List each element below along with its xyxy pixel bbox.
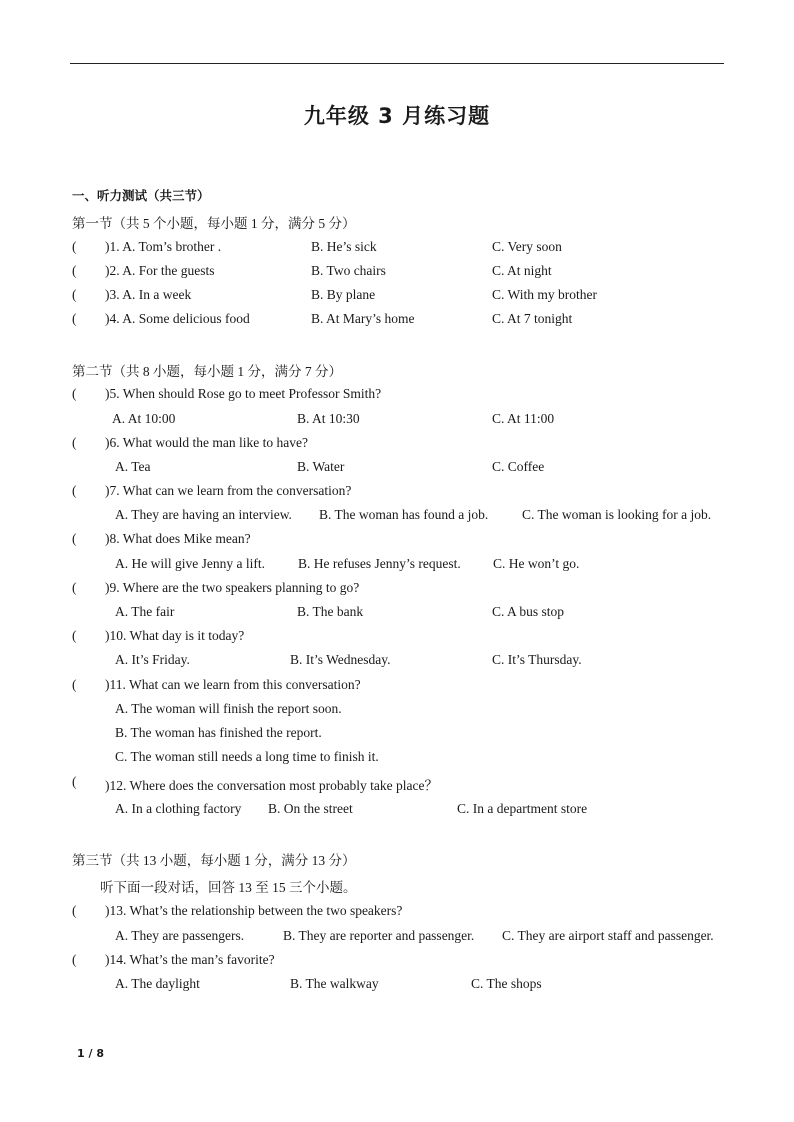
- header-rule: [70, 63, 724, 64]
- question-text: )5. When should Rose go to meet Professor Smith?: [105, 386, 382, 401]
- answer-blank: (: [72, 677, 77, 692]
- question-text: )1. A. Tom’s brother .: [105, 239, 222, 254]
- option-c: C. The shops: [471, 976, 542, 991]
- answer-blank: (: [72, 483, 77, 498]
- sec3-intro: 听下面一段对话，回答 13 至 15 三个小题。: [100, 880, 357, 895]
- answer-blank: (: [72, 263, 77, 278]
- page-title: 九年级 3 月练习题: [303, 104, 491, 128]
- option-c: C. At 7 tonight: [492, 311, 573, 326]
- option-b: B. The woman has finished the report.: [115, 725, 322, 740]
- option-c: C. He won’t go.: [493, 556, 580, 571]
- answer-blank: (: [72, 580, 77, 595]
- option-a: A. It’s Friday.: [115, 652, 190, 667]
- option-b: B. Two chairs: [311, 263, 386, 278]
- option-c: C. The woman still needs a long time to finish it.: [115, 749, 379, 764]
- question-text: )9. Where are the two speakers planning to go?: [105, 580, 360, 595]
- option-b: B. Water: [297, 459, 345, 474]
- option-b: B. At Mary’s home: [311, 311, 415, 326]
- option-a: A. The fair: [115, 604, 175, 619]
- option-b: B. On the street: [268, 801, 353, 816]
- question-text: )13. What’s the relationship between the two speakers?: [105, 903, 403, 918]
- page-number: 1 / 8: [77, 1047, 104, 1060]
- option-b: B. They are reporter and passenger.: [283, 928, 475, 943]
- question-text: )3. A. In a week: [105, 287, 192, 302]
- option-b: B. At 10:30: [297, 411, 360, 426]
- answer-blank: (: [72, 531, 77, 546]
- option-a: A. The woman will finish the report soon.: [115, 701, 342, 716]
- question-text: )8. What does Mike mean?: [105, 531, 251, 546]
- option-c: C. It’s Thursday.: [492, 652, 582, 667]
- question-text: )2. A. For the guests: [105, 263, 215, 278]
- sec2-heading: 第二节（共 8 小题，每小题 1 分，满分 7 分）: [72, 364, 342, 379]
- sec1-heading: 第一节（共 5 个小题，每小题 1 分，满分 5 分）: [72, 216, 356, 231]
- option-c: C. With my brother: [492, 287, 597, 302]
- option-a: A. At 10:00: [112, 411, 176, 426]
- sec3-heading: 第三节（共 13 小题，每小题 1 分，满分 13 分）: [72, 853, 356, 868]
- option-c: C. A bus stop: [492, 604, 565, 619]
- option-b: B. The bank: [297, 604, 364, 619]
- part1-heading: 一、听力测试（共三节）: [72, 188, 210, 203]
- question-text: )12. Where does the conversation most probably take place？: [105, 778, 439, 793]
- option-c: C. At 11:00: [492, 411, 555, 426]
- question-text: )6. What would the man like to have?: [105, 435, 308, 450]
- option-b: B. By plane: [311, 287, 376, 302]
- option-a: A. Tea: [115, 459, 151, 474]
- answer-blank: (: [72, 903, 77, 918]
- answer-blank: (: [72, 386, 77, 401]
- option-a: A. They are passengers.: [115, 928, 245, 943]
- answer-blank: (: [72, 239, 77, 254]
- question-text: )10. What day is it today?: [105, 628, 245, 643]
- question-text: )14. What’s the man’s favorite?: [105, 952, 275, 967]
- option-a: A. He will give Jenny a lift.: [115, 556, 265, 571]
- option-b: B. He refuses Jenny’s request.: [298, 556, 461, 571]
- question-text: )7. What can we learn from the conversation?: [105, 483, 352, 498]
- answer-blank: (: [72, 774, 77, 789]
- answer-blank: (: [72, 952, 77, 967]
- option-a: A. In a clothing factory: [115, 801, 242, 816]
- option-b: B. The woman has found a job.: [319, 507, 489, 522]
- answer-blank: (: [72, 435, 77, 450]
- option-c: C. At night: [492, 263, 552, 278]
- option-c: C. They are airport staff and passenger.: [502, 928, 714, 943]
- question-text: )11. What can we learn from this conversation?: [105, 677, 361, 692]
- option-c: C. In a department store: [457, 801, 588, 816]
- option-c: C. Very soon: [492, 239, 562, 254]
- option-b: B. It’s Wednesday.: [290, 652, 391, 667]
- option-a: A. The daylight: [115, 976, 200, 991]
- option-b: B. The walkway: [290, 976, 379, 991]
- answer-blank: (: [72, 311, 77, 326]
- question-text: )4. A. Some delicious food: [105, 311, 250, 326]
- option-c: C. The woman is looking for a job.: [522, 507, 712, 522]
- option-b: B. He’s sick: [311, 239, 377, 254]
- option-c: C. Coffee: [492, 459, 545, 474]
- option-a: A. They are having an interview.: [115, 507, 292, 522]
- answer-blank: (: [72, 287, 77, 302]
- answer-blank: (: [72, 628, 77, 643]
